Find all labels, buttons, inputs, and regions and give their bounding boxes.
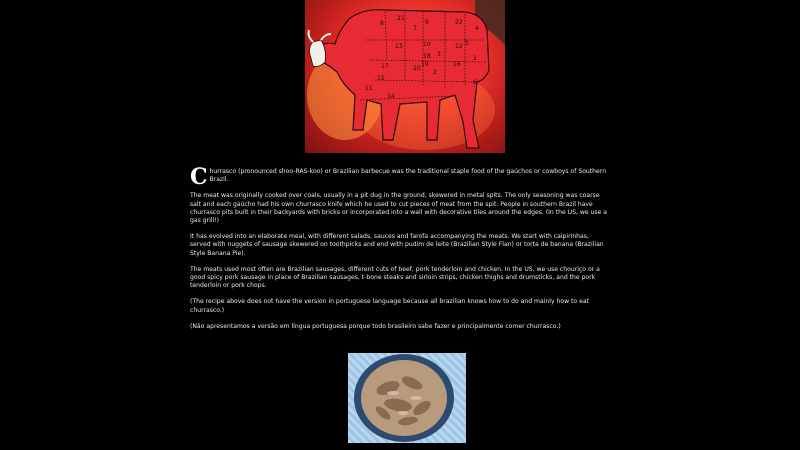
cut-number: 6 (473, 79, 477, 86)
cut-number: 9 (425, 19, 429, 26)
cut-number: 5 (465, 40, 469, 47)
cut-number: 3 (437, 51, 441, 58)
cut-number: 11 (365, 85, 373, 92)
intro-paragraph (190, 164, 610, 190)
cut-number: 7 (413, 25, 417, 32)
cut-number: 1 (473, 55, 477, 62)
cut-number: 16 (453, 61, 461, 68)
cut-number: 15 (377, 75, 385, 82)
paragraph-note-pt: (Não apresentamos a versão em língua portuguesa porque todo brasileiro sabe fazer e principalmente comer churrasco.) (190, 322, 561, 330)
churrasco-dish-image (348, 353, 466, 443)
cut-number: 20 (413, 65, 421, 72)
cut-number: 4 (475, 25, 479, 32)
paragraph-note-en: (The recipe above does not have the version in portuguese language because all brazilian knows how to do and mainly how to eat churrasco.) (190, 298, 589, 314)
horn (309, 30, 314, 42)
cut-number: 12 (455, 43, 463, 50)
paragraph-meal: It has evolved into an elaborate meal, with different salads, sauces and farofa accompanying the meats. We start with caipirinhas, served with nuggets of sausage skewered on toothpicks and end with pudim de leite (Brazilian Style Flan) or torta de banana (Brazilian Style Banana Pie). (190, 233, 604, 257)
cut-number: 14 (387, 93, 395, 100)
cut-number: 18 (423, 53, 431, 60)
bull-head (309, 40, 325, 67)
cut-number: 13 (395, 43, 403, 50)
paragraph-meats: The meats used most often are Brazilian sausages, different cuts of beef, pork tenderloin and chicken. In the US, we use chouriço or a good spicy pork sausage in place of Brazilian sausages, t-bone steaks and sirloin strips, chicken thighs and drumsticks, and the pork tenderloin or pork chops. (190, 265, 600, 290)
drop-cap: C (190, 164, 208, 190)
intro-text: hurrasco (pronounced shoo-RAS-koo) or Brazilian barbecue was the traditional staple food of the gaúchos or cowboys of Southern Brazil. (209, 168, 607, 184)
beef-cuts-illustration (305, 0, 505, 153)
cut-number: 8 (380, 20, 384, 27)
cut-number: 2 (433, 69, 437, 76)
cut-number: 17 (381, 63, 389, 70)
cut-number: 10 (423, 41, 431, 48)
cut-number: 21 (397, 15, 405, 22)
horn (321, 34, 331, 40)
cut-number: 22 (455, 19, 463, 26)
dish-illustration (348, 353, 466, 443)
cut-number: 19 (421, 61, 429, 68)
beef-cuts-image (305, 0, 505, 153)
paragraph-cooking: The meat was originally cooked over coals, usually in a pit dug in the ground, skewered in metal spits. The only seasoning was coarse salt and each gaúcho had his own churrasco knife which he used to cut pieces of meat from the spit. People in southern Brazil have churrasco pits built in their backyards with bricks or incorporated into a wall with decorative tiles around the edges. (In the US, we use a gas grill!) (190, 192, 607, 225)
article-body (190, 164, 610, 339)
